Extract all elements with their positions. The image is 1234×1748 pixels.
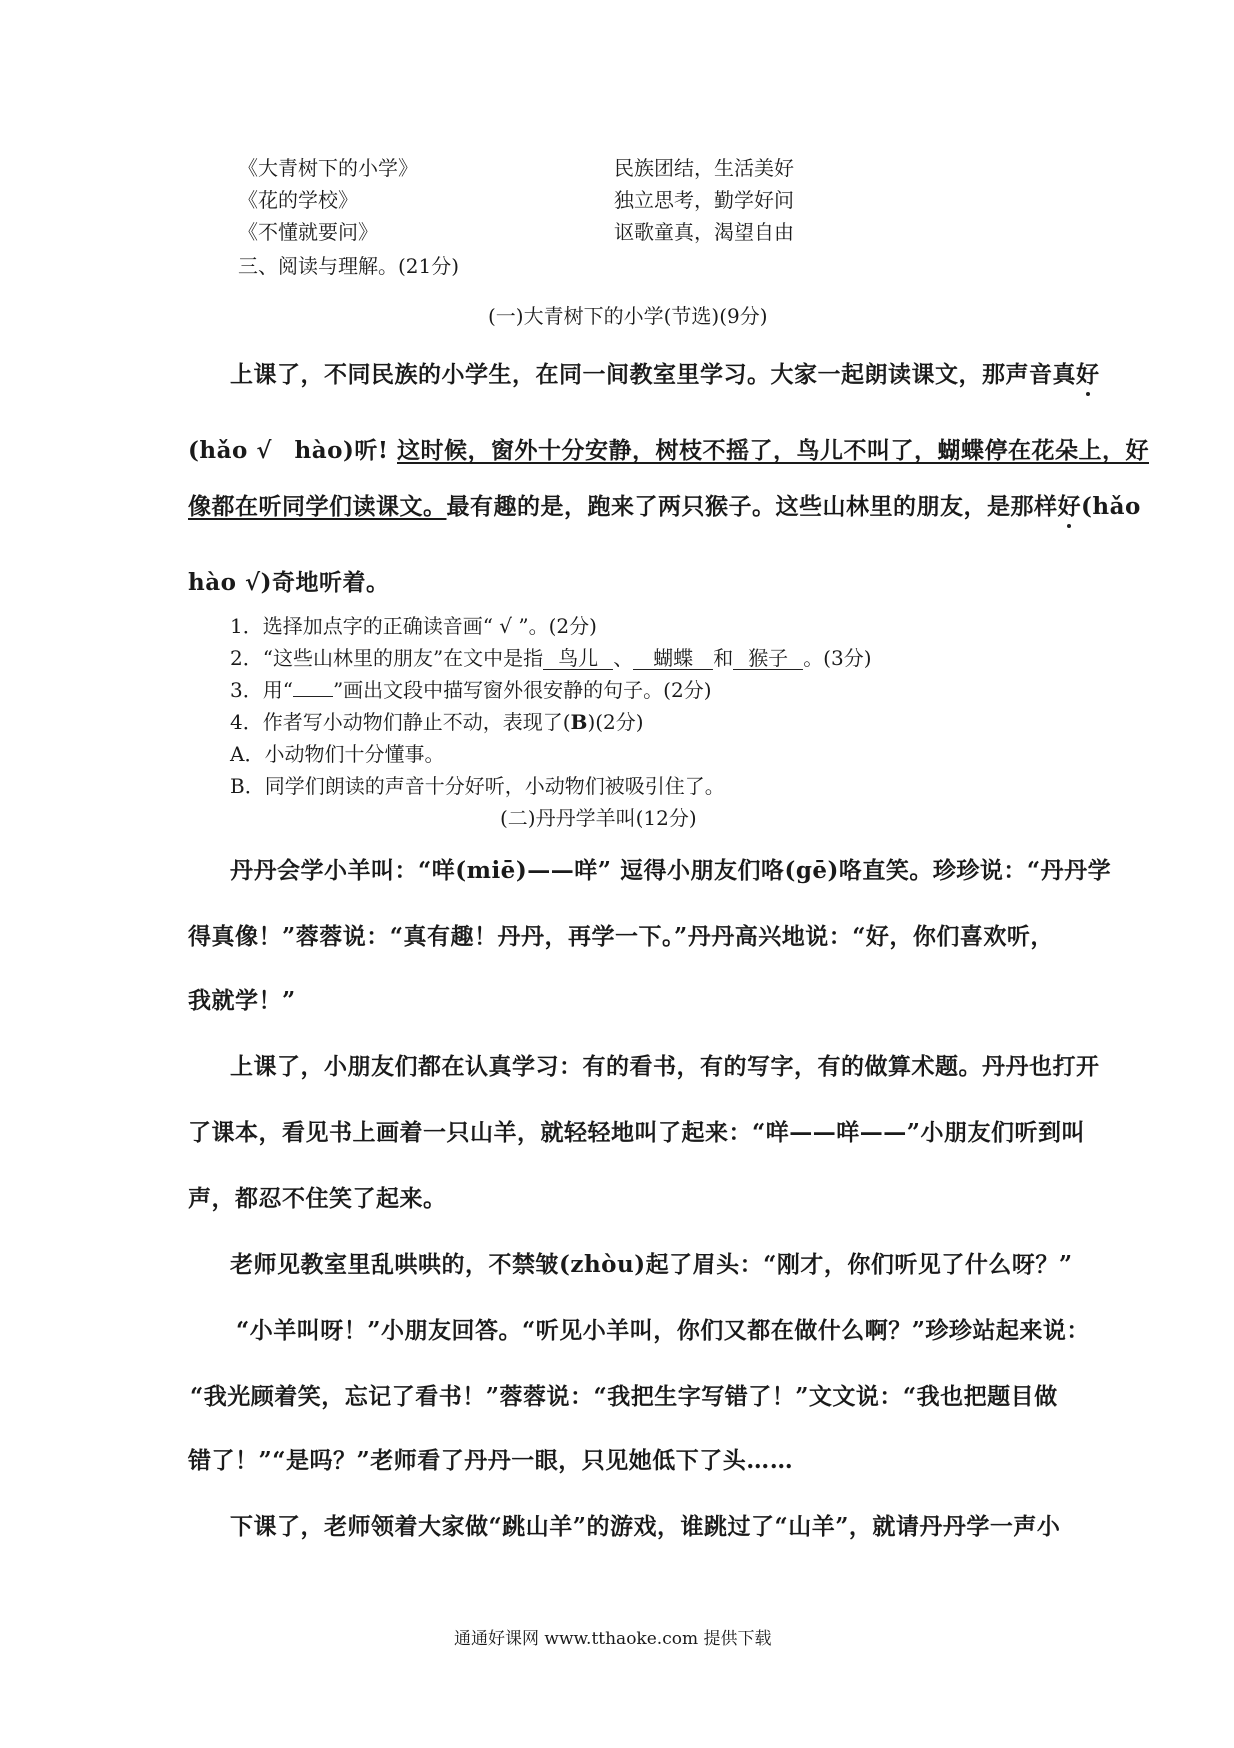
- underline-sample: [293, 696, 333, 697]
- passage1-line-1: [230, 356, 1100, 389]
- ting-text: 听!: [354, 437, 389, 464]
- question-2: [230, 642, 872, 671]
- passage2-line-8: “小羊叫呀！”小朋友回答。“听见小羊叫，你们又都在做什么啊？”珍珍站起来说：: [236, 1317, 1090, 1344]
- answer-blank-3: 猴子: [733, 647, 803, 670]
- underlined-quiet-sentence-2: 像都在听同学们读课文。: [188, 493, 447, 520]
- question-2-prompt: 2．“这些山林里的朋友”在文中是指: [230, 646, 544, 670]
- answer-blank-1: 鸟儿: [543, 647, 613, 670]
- answer-blank-2: 蝴蝶: [633, 647, 713, 670]
- passage2-line-2: 得真像！”蓉蓉说：“真有趣！丹丹，再学一下。”丹丹高兴地说：“好，你们喜欢听，: [188, 923, 1054, 950]
- question-3-prefix: 3．用“: [230, 678, 293, 702]
- pinyin-hao: (hǎo: [188, 437, 248, 464]
- passage2-line-9: “我光顾着笑，忘记了看书！”蓉蓉说：“我把生字写错了！”文文说：“我也把题目做: [190, 1383, 1058, 1410]
- pinyin-hao-2: (hǎo: [1081, 493, 1141, 520]
- passage2-line-10: 错了！”“是吗？”老师看了丹丹一眼，只见她低下了头……: [188, 1447, 794, 1474]
- dotted-char-hao-1: 好: [1076, 356, 1100, 389]
- passage2-line-7: 老师见教室里乱哄哄的，不禁皱(zhòu)起了眉头：“刚才，你们听见了什么呀？”: [230, 1251, 1073, 1278]
- passage2-line-6: 声，都忍不住笑了起来。: [188, 1185, 447, 1212]
- question-4-prefix: 4．作者写小动物们静止不动，表现了(: [230, 710, 571, 734]
- question-4-answer: B: [570, 710, 588, 734]
- option-a: A．小动物们十分懂事。: [230, 742, 445, 766]
- pinyin-hao-3: hào: [188, 569, 237, 596]
- question-2-suffix: 。(3分): [803, 646, 872, 670]
- passage1-line-3-text: 最有趣的是，跑来了两只猴子。这些山林里的朋友，是那样: [446, 493, 1058, 520]
- passage2-line-4: 上课了，小朋友们都在认真学习：有的看书，有的写字，有的做算术题。丹丹也打开: [230, 1053, 1100, 1080]
- underlined-quiet-sentence-1: 这时候，窗外十分安静，树枝不摇了，鸟儿不叫了，蝴蝶停在花朵上，好: [397, 437, 1149, 464]
- question-1: 1．选择加点字的正确读音画“ √ ”。(2分): [230, 614, 597, 638]
- passage1-line-3: [188, 488, 1141, 521]
- question-3: [230, 674, 712, 703]
- match-left-3: 《不懂就要问》: [238, 220, 378, 244]
- passage1-line-4-text: )奇地听着。: [260, 569, 390, 596]
- passage1-title: (一)大青树下的小学(节选)(9分): [488, 304, 768, 328]
- passage1-line-4: [188, 564, 390, 597]
- question-4: [230, 706, 644, 735]
- passage1-line-2: [188, 432, 1149, 465]
- match-right-2: 独立思考，勤学好问: [614, 188, 794, 212]
- question-3-suffix: ”画出文段中描写窗外很安静的句子。(2分): [332, 678, 712, 702]
- passage2-line-1: 丹丹会学小羊叫：“咩(miē)——咩” 逗得小朋友们咯(gē)咯直笑。珍珍说：“丹丹学: [230, 857, 1112, 884]
- question-2-sep-2: 和: [713, 646, 734, 670]
- passage2-line-11: 下课了，老师领着大家做“跳山羊”的游戏，谁跳过了“山羊”，就请丹丹学一声小: [230, 1513, 1061, 1540]
- section-heading: 三、阅读与理解。(21分): [238, 254, 460, 278]
- passage1-line-1-text: 上课了，不同民族的小学生，在同一间教室里学习。大家一起朗读课文，那声音真: [230, 361, 1076, 388]
- passage2-title: (二)丹丹学羊叫(12分): [500, 806, 697, 830]
- check-mark: √: [256, 437, 272, 464]
- check-mark-2: √: [244, 569, 261, 596]
- match-left-1: 《大青树下的小学》: [238, 156, 418, 180]
- match-right-3: 讴歌童真，渴望自由: [614, 220, 794, 244]
- footer-text: 通通好课网 www.tthaoke.com 提供下载: [454, 1629, 772, 1649]
- pinyin-hao-alt: hào): [294, 437, 355, 464]
- question-4-suffix: )(2分): [587, 710, 644, 734]
- match-left-2: 《花的学校》: [238, 188, 358, 212]
- option-b: B．同学们朗读的声音十分好听，小动物们被吸引住了。: [230, 774, 725, 798]
- match-right-1: 民族团结，生活美好: [614, 156, 794, 180]
- passage2-line-3: 我就学！”: [188, 987, 296, 1014]
- passage2-line-5: 了课本，看见书上画着一只山羊，就轻轻地叫了起来：“咩——咩——”小朋友们听到叫: [188, 1119, 1085, 1146]
- dotted-char-hao-2: 好: [1058, 488, 1082, 521]
- question-2-sep-1: 、: [613, 646, 634, 670]
